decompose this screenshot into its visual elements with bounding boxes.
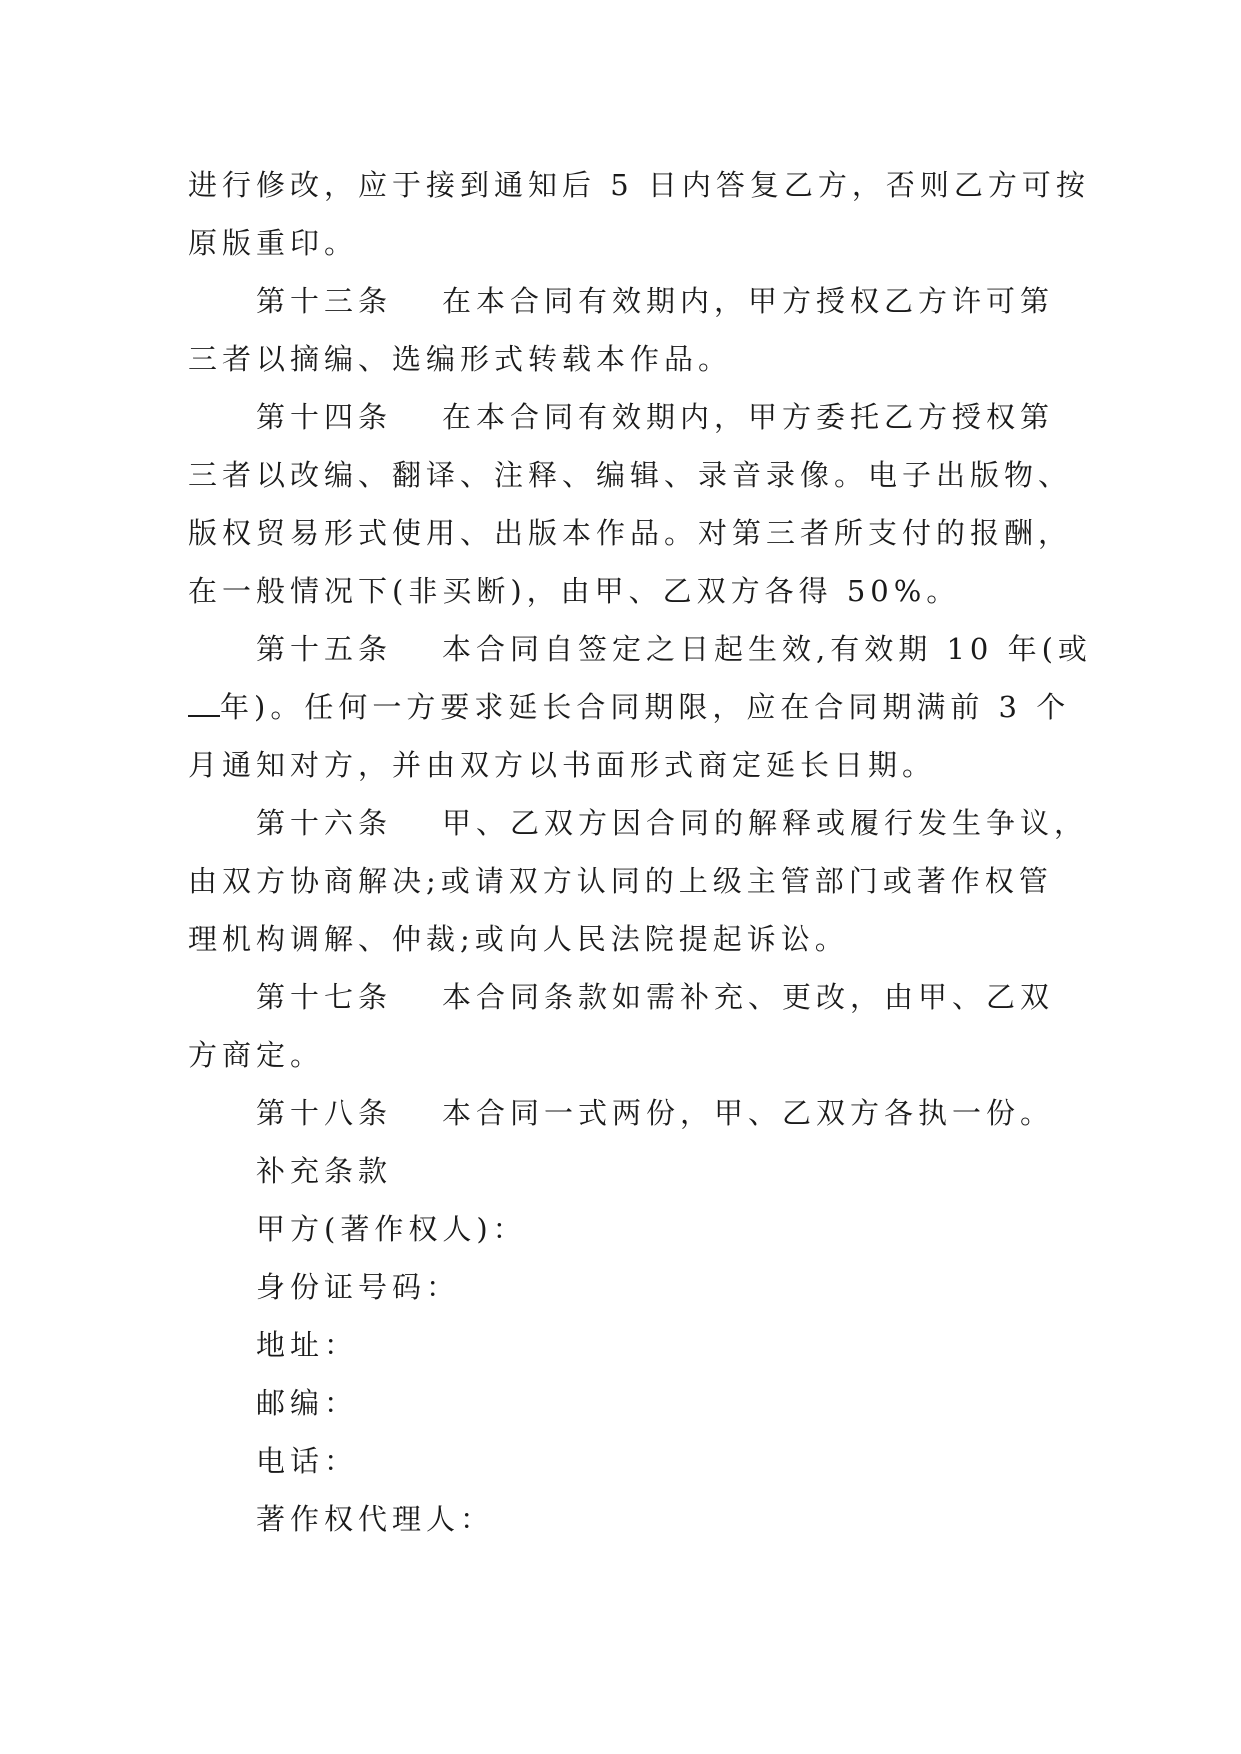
party-a-field: 甲方(著作权人)： [256,1212,527,1246]
paragraph-line: 在一般情况下(非买断)，由甲、乙双方各得 50%。 [188,574,961,608]
article-15-label: 第十五条 [256,632,393,666]
paragraph-line: 月通知对方，并由双方以书面形式商定延长日期。 [188,748,937,782]
paragraph-line: 理机构调解、仲裁;或向人民法院提起诉讼。 [188,922,849,956]
article-15-text: 本合同自签定之日起生效,有效期 10 年(或 [442,632,1092,666]
paragraph-line: 原版重印。 [188,226,359,260]
article-16-label: 第十六条 [256,806,393,840]
article-18-text: 本合同一式两份，甲、乙双方各执一份。 [442,1096,1055,1130]
paragraph-line: 三者以改编、翻译、注释、编辑、录音录像。电子出版物、 [188,458,1073,492]
article-13-text: 在本合同有效期内，甲方授权乙方许可第 [442,284,1055,318]
article-18-line [188,1084,1068,1142]
paragraph-line: 方商定。 [188,1038,325,1072]
address-field: 地址： [256,1328,359,1362]
article-17-text: 本合同条款如需补充、更改，由甲、乙双 [442,980,1055,1014]
article-13-line [188,272,1068,330]
supplement-heading: 补充条款 [256,1154,393,1188]
paragraph-line: 进行修改，应于接到通知后 5 日内答复乙方，否则乙方可按 [188,168,1090,202]
article-18-label: 第十八条 [256,1096,393,1130]
article-15-line [188,620,1092,678]
id-number-field: 身份证号码： [256,1270,461,1304]
paragraph-line: 三者以摘编、选编形式转载本作品。 [188,342,733,376]
document-body [188,156,1092,1548]
paragraph-line [188,678,1071,736]
article-16-line [188,794,1089,852]
paragraph-line: 由双方协商解决;或请双方认同的上级主管部门或著作权管 [188,864,1053,898]
article-13-label: 第十三条 [256,284,393,318]
phone-field: 电话： [256,1444,359,1478]
agent-field: 著作权代理人： [256,1502,495,1536]
blank-underline [188,691,220,717]
article-14-line [188,388,1068,446]
article-14-label: 第十四条 [256,400,393,434]
article-17-label: 第十七条 [256,980,393,1014]
postcode-field: 邮编： [256,1386,359,1420]
paragraph-line: 版权贸易形式使用、出版本作品。对第三者所支付的报酬， [188,516,1073,550]
article-17-line [188,968,1068,1026]
article-15-text-cont: 年)。任何一方要求延长合同期限，应在合同期满前 3 个 [220,690,1071,724]
article-16-text: 甲、乙双方因合同的解释或履行发生争议， [442,806,1089,840]
article-14-text: 在本合同有效期内，甲方委托乙方授权第 [442,400,1055,434]
